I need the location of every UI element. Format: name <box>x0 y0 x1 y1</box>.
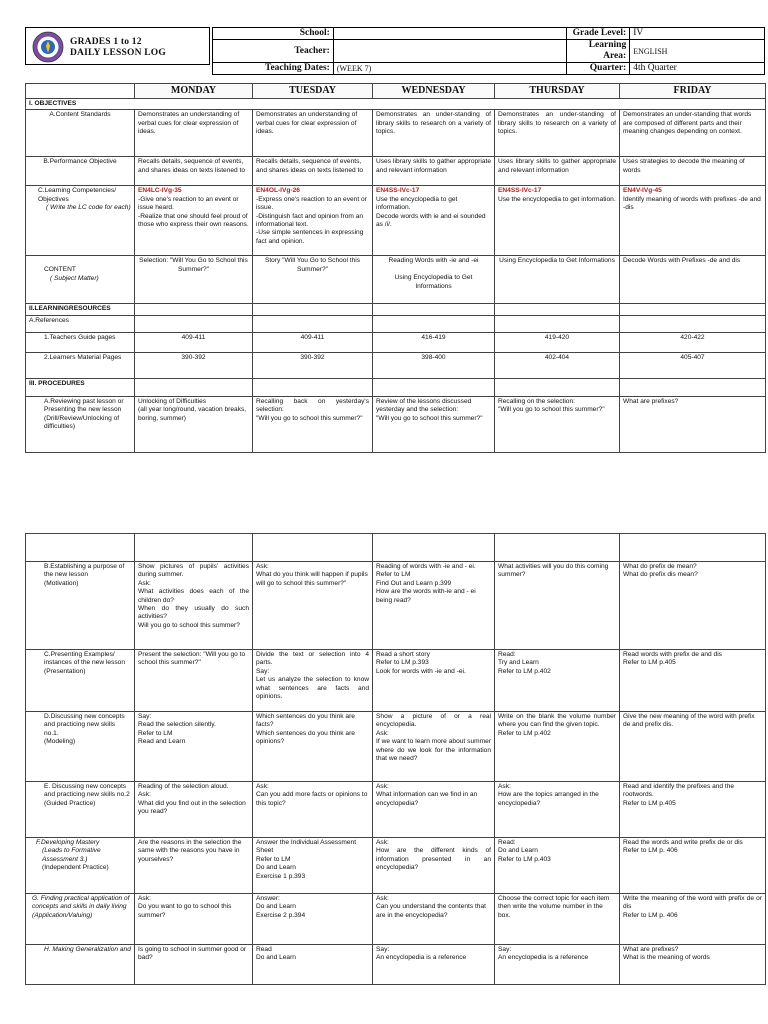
row-label: A.References <box>26 315 135 332</box>
cell[interactable] <box>253 186 373 256</box>
cell[interactable]: Read the words and write prefix de or dis Refer to LM p. 406 <box>620 838 766 894</box>
header <box>25 27 765 73</box>
cell[interactable]: Review of the lessons discussed yesterday and the selection: "Will you go to school this summer?" <box>373 396 495 452</box>
cell[interactable]: Show pictures of pupils' activities during summer. Ask: What activities does each of the children do? When do they usually do such activities? Will you go to school this summer? <box>135 562 253 650</box>
lesson-table-part-2 <box>25 533 766 985</box>
teacher-label: Teacher: <box>213 40 334 63</box>
competencies-note: ( Write the LC code for each) <box>46 204 131 212</box>
table-row <box>26 650 766 712</box>
table-row <box>26 894 766 945</box>
lesson-table-part-1 <box>25 83 766 453</box>
cell[interactable]: Say: Read the selection silently. Refer to LM Read and Learn <box>135 712 253 782</box>
day-wednesday: WEDNESDAY <box>373 84 495 99</box>
cell[interactable]: Divide the text or selection into 4 parts. Say: Let us analyze the selection to know what sentences are facts and opinions. <box>253 650 373 712</box>
row-label: A.Reviewing past lesson or Presenting the new lesson (Drill/Review/Unlocking of difficulties) <box>26 396 135 452</box>
cell[interactable]: Are the reasons in the selection the same with the reasons you have in yourselves? <box>135 838 253 894</box>
corner-cell <box>26 84 135 99</box>
cell[interactable]: Read: Do and Learn Refer to LM p.403 <box>495 838 620 894</box>
grade-label: Grade Level: <box>567 28 630 40</box>
cell[interactable]: 398-400 <box>373 352 495 378</box>
day-monday: MONDAY <box>135 84 253 99</box>
application-label: G. Finding practical application of concepts and skills in daily living <box>32 895 130 911</box>
mastery-label-2: (Independent Practice) <box>42 864 109 872</box>
cell[interactable]: Ask: What do you think will happen if pupils will go to school this summer?" <box>253 562 373 650</box>
dates-label: Teaching Dates: <box>213 63 334 75</box>
table-row <box>26 712 766 782</box>
logo-line-2: DAILY LESSON LOG <box>70 48 166 58</box>
cell[interactable]: Read Do and Learn <box>253 945 373 985</box>
cell-text: Use the encyclopedia to get information. <box>498 195 616 203</box>
cell-text: Identify meaning of words with prefixes -de and -dis <box>623 195 761 212</box>
blank-header-row <box>26 534 766 562</box>
cell[interactable]: Demonstrates an under-standing that words are composed of different parts and their meaning changes depending on context. <box>620 110 766 157</box>
cell[interactable]: What are prefixes? What is the meaning of words <box>620 945 766 985</box>
lc-code: EN4OL-IVg-26 <box>256 187 300 195</box>
cell[interactable] <box>620 186 766 256</box>
area-field[interactable]: ENGLISH <box>630 40 765 63</box>
day-thursday: THURSDAY <box>495 84 620 99</box>
cell[interactable]: 420-422 <box>620 332 766 352</box>
cell[interactable]: Say: An encyclopedia is a reference <box>373 945 495 985</box>
cell[interactable]: Present the selection: "Will you go to school this summer?" <box>135 650 253 712</box>
cell[interactable]: Selection: "Will You Go to School this Summer?" <box>135 256 253 304</box>
cell[interactable]: Reading of the selection aloud. Ask: What did you find out in the selection you read? <box>135 782 253 838</box>
day-tuesday: TUESDAY <box>253 84 373 99</box>
cell[interactable]: What are prefixes? <box>620 396 766 452</box>
row-label: B.Performance Objective <box>26 157 135 186</box>
cell[interactable]: Uses library skills to gather appropriate and relevant information <box>373 157 495 186</box>
cell[interactable]: Choose the correct topic for each item then write the volume number in the box. <box>495 894 620 945</box>
cell[interactable]: Which sentences do you think are facts? Which sentences do you think are opinions? <box>253 712 373 782</box>
deped-seal-icon <box>32 31 64 63</box>
cell[interactable]: Ask: Can you understand the contents that are in the encyclopedia? <box>373 894 495 945</box>
table-row <box>26 562 766 650</box>
school-field[interactable] <box>333 28 567 40</box>
cell[interactable]: Ask: What information can we find in an encyclopedia? <box>373 782 495 838</box>
content-note: ( Subject Matter) <box>50 274 99 282</box>
lc-code: EN4V-IVg-45 <box>623 187 662 195</box>
table-row <box>26 332 766 352</box>
application-label-2: (Application/Valuing) <box>32 911 93 919</box>
cell-text: Use the encyclopedia to get information. Decode words with ie and ei sounded as /i/. <box>376 195 486 229</box>
cell[interactable]: 390-392 <box>135 352 253 378</box>
cell[interactable]: Demonstrates an under-standing of library skills to research on a variety of topics. <box>495 110 620 157</box>
cell[interactable]: Write the meaning of the word with prefix de or dis Refer to LM p. 406 <box>620 894 766 945</box>
area-label: Learning Area: <box>567 40 630 63</box>
content-label: CONTENT <box>44 266 76 274</box>
quarter-field[interactable]: 4th Quarter <box>630 63 765 75</box>
cell[interactable]: Ask: Can you add more facts or opinions to this topic? <box>253 782 373 838</box>
cell[interactable]: Recalls details, sequence of events, and shares ideas on texts listened to <box>253 157 373 186</box>
table-row <box>26 157 766 186</box>
cell[interactable] <box>373 186 495 256</box>
cell[interactable]: 409-411 <box>253 332 373 352</box>
cell[interactable]: Decode Words with Prefixes -de and dis <box>620 256 766 304</box>
cell[interactable]: 419-420 <box>495 332 620 352</box>
row-label <box>26 256 135 304</box>
cell[interactable]: 416-419 <box>373 332 495 352</box>
row-label: H. Making Generalization and <box>26 945 135 985</box>
cell[interactable]: Demonstrates an understanding of verbal cues for clear expression of ideas. <box>135 110 253 157</box>
cell[interactable]: Story "Will You Go to School this Summer?" <box>253 256 373 304</box>
cell[interactable]: Demonstrates an under-standing of library skills to research on a variety of topics. <box>373 110 495 157</box>
cell[interactable]: Ask: How are the different kinds of information presented in an encyclopedia? <box>373 838 495 894</box>
cell-text: -Give one's reaction to an event or issue heard. -Realize that one should feel proud of those who express their own reasons. <box>138 195 249 229</box>
table-row <box>26 782 766 838</box>
cell[interactable]: Give the new meaning of the word with prefix de and prefix dis. <box>620 712 766 782</box>
cell[interactable]: Say: An encyclopedia is a reference <box>495 945 620 985</box>
table-row <box>26 256 766 304</box>
mastery-label: F.Developing Mastery <box>36 839 100 846</box>
cell[interactable]: Show a picture of or a real encyclopedia. Ask: If we want to learn more about summer where do we look for the information that we need? <box>373 712 495 782</box>
competencies-label: C.Learning Competencies/ Objectives <box>38 187 117 203</box>
row-label: 1.Teachers Guide pages <box>26 332 135 352</box>
row-label: C.Presenting Examples/ instances of the new lesson (Presentation) <box>26 650 135 712</box>
table-row <box>26 945 766 985</box>
mastery-note: (Leads to Formative Assessment 3.) <box>42 847 101 863</box>
cell[interactable]: Answer: Do and Learn Exercise 2 p.394 <box>253 894 373 945</box>
day-friday: FRIDAY <box>620 84 766 99</box>
quarter-label: Quarter: <box>567 63 630 75</box>
section-resources: II.LEARNINGRESOURCES <box>26 304 135 315</box>
cell[interactable]: Write on the blank the volume number where you can find the given topic. Refer to LM p.402 <box>495 712 620 782</box>
table-row <box>26 396 766 452</box>
row-label: E. Discussing new concepts and practicing new skills no.2 (Guided Practice) <box>26 782 135 838</box>
section-objectives: I. OBJECTIVES <box>26 99 766 110</box>
row-label: 2.Learners Material Pages <box>26 352 135 378</box>
cell[interactable]: Read and identify the prefixes and the rootwords. Refer to LM p.405 <box>620 782 766 838</box>
cell-text: -Express one's reaction to an event or issue. -Distinguish fact and opinion from an informational text. -Use simple sentences in expressing fact and opinion. <box>256 195 367 245</box>
row-label: D.Discussing new concepts and practicing new skills no.1. (Modeling) <box>26 712 135 782</box>
cell[interactable]: Using Encyclopedia to Get Informations <box>495 256 620 304</box>
cell[interactable]: Uses strategies to decode the meaning of words <box>620 157 766 186</box>
lc-code: EN4LC-IVg-35 <box>138 187 182 195</box>
cell[interactable]: Uses library skills to gather appropriate and relevant information <box>495 157 620 186</box>
table-row <box>26 186 766 256</box>
row-label <box>26 894 135 945</box>
cell[interactable]: Read: Try and Learn Refer to LM p.402 <box>495 650 620 712</box>
cell[interactable]: Recalls details, sequence of events, and shares ideas on texts listened to <box>135 157 253 186</box>
cell[interactable]: 409-411 <box>135 332 253 352</box>
cell[interactable]: Ask: How are the topics arranged in the encyclopedia? <box>495 782 620 838</box>
table-row <box>26 352 766 378</box>
grade-field[interactable]: IV <box>630 28 765 40</box>
cell[interactable]: 405-407 <box>620 352 766 378</box>
cell[interactable]: Answer the Individual Assessment Sheet Refer to LM Do and Learn Exercise 1 p.393 <box>253 838 373 894</box>
table-row <box>26 110 766 157</box>
cell[interactable]: 390-392 <box>253 352 373 378</box>
cell[interactable]: Demonstrates an understanding of verbal cues for clear expression of ideas. <box>253 110 373 157</box>
cell[interactable]: Is going to school in summer good or bad? <box>135 945 253 985</box>
cell[interactable]: Recalling on the selection: "Will you go to school this summer?" <box>495 396 620 452</box>
cell[interactable]: Unlocking of Difficulties (all year long/round, vacation breaks, boring, summer) <box>135 396 253 452</box>
table-row <box>26 838 766 894</box>
school-label: School: <box>213 28 334 40</box>
cell[interactable]: Recalling back on yesterday's selection: "Will you go to school this summer?" <box>253 396 373 452</box>
cell[interactable]: Read words with prefix de and dis Refer to LM p.405 <box>620 650 766 712</box>
teacher-field[interactable] <box>333 40 567 63</box>
day-header-row <box>26 84 766 99</box>
row-label <box>26 838 135 894</box>
lc-code: EN4SS-IVc-17 <box>376 187 420 195</box>
row-label: B.Establishing a purpose of the new lesson (Motivation) <box>26 562 135 650</box>
cell[interactable]: Reading of words with -ie and - ei. Refer to LM Find Out and Learn p.399 How are the words with-ie and - ei being read? <box>373 562 495 650</box>
row-label <box>26 186 135 256</box>
section-procedures: III. PROCEDURES <box>26 378 135 396</box>
cell[interactable]: 402-404 <box>495 352 620 378</box>
cell[interactable] <box>495 186 620 256</box>
cell[interactable]: What activities will you do this coming summer? <box>495 562 620 650</box>
lc-code: EN4SS-IVc-17 <box>498 187 542 195</box>
dates-field[interactable]: (WEEK 7) <box>333 63 567 75</box>
row-label: A.Content Standards <box>26 110 135 157</box>
cell[interactable] <box>135 186 253 256</box>
logo-box <box>25 27 210 65</box>
cell[interactable]: Reading Words with -ie and -ei Using Encyclopedia to Get Informations <box>373 256 495 304</box>
cell[interactable]: Ask: Do you want to go to school this summer? <box>135 894 253 945</box>
logo-line-1: GRADES 1 to 12 <box>70 37 142 47</box>
table-row <box>26 315 766 332</box>
cell[interactable]: What do prefix de mean? What do prefix dis mean? <box>620 562 766 650</box>
cell[interactable]: Read a short story Refer to LM p.393 Look for words with -ie and -ei. <box>373 650 495 712</box>
info-table <box>212 27 765 75</box>
